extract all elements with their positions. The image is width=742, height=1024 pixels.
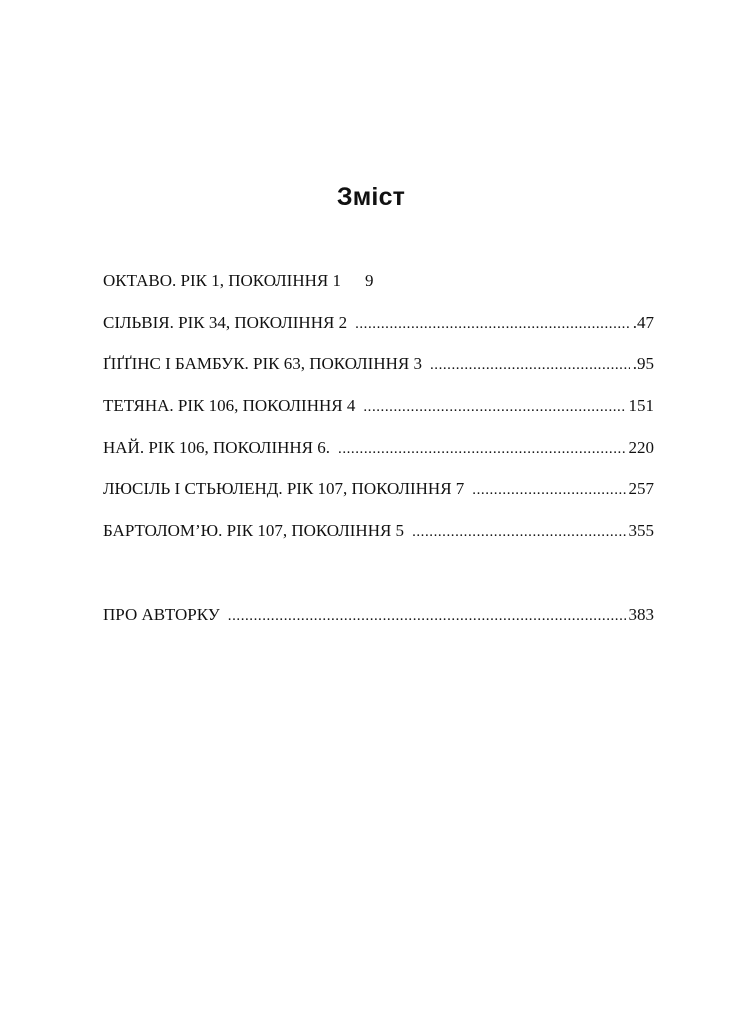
toc-entry[interactable] <box>103 521 654 563</box>
toc-entry-title: СІЛЬВІЯ. РІК 34, ПОКОЛІННЯ 2 <box>103 312 348 332</box>
toc-entry[interactable] <box>103 438 654 480</box>
toc-entry-page: 220 <box>628 437 654 457</box>
toc-entry-page: 151 <box>628 396 654 416</box>
page-title: Зміст <box>336 183 406 211</box>
toc-entry-page: 355 <box>628 521 654 541</box>
toc-entry-page: 383 <box>628 605 654 624</box>
toc-entry-about-author[interactable] <box>103 605 654 647</box>
dot-leader <box>430 357 630 374</box>
toc-entry-page: 257 <box>628 479 654 499</box>
toc-entry[interactable] <box>103 271 654 313</box>
toc-entry-page: .47 <box>632 312 654 332</box>
dot-leader <box>412 524 625 541</box>
dot-leader <box>355 316 630 333</box>
dot-leader <box>472 482 625 499</box>
toc-entry-title: ОКТАВО. РІК 1, ПОКОЛІННЯ 1 <box>103 271 341 290</box>
toc-entry-title: НАЙ. РІК 106, ПОКОЛІННЯ 6. <box>103 437 331 457</box>
toc-entry[interactable] <box>103 354 654 396</box>
toc-entry-page: 9 <box>364 271 374 290</box>
table-of-contents-extra <box>103 605 654 647</box>
toc-entry-title: ПРО АВТОРКУ <box>103 605 220 624</box>
dot-leader <box>363 399 625 416</box>
toc-entry-title: БАРТОЛОМ’Ю. РІК 107, ПОКОЛІННЯ 5 <box>103 521 405 541</box>
toc-entry-title: ТЕТЯНА. РІК 106, ПОКОЛІННЯ 4 <box>103 396 356 416</box>
dot-leader <box>228 608 626 625</box>
table-of-contents <box>103 271 654 563</box>
toc-entry-page: .95 <box>632 354 654 374</box>
toc-entry-title: ЛЮСІЛЬ І СТЬЮЛЕНД. РІК 107, ПОКОЛІННЯ 7 <box>103 479 465 499</box>
toc-entry[interactable] <box>103 479 654 521</box>
toc-entry[interactable] <box>103 313 654 355</box>
toc-entry-title: ҐІҐҐІНС І БАМБУК. РІК 63, ПОКОЛІННЯ 3 <box>103 354 422 374</box>
toc-entry[interactable] <box>103 396 654 438</box>
dot-leader <box>338 441 625 458</box>
